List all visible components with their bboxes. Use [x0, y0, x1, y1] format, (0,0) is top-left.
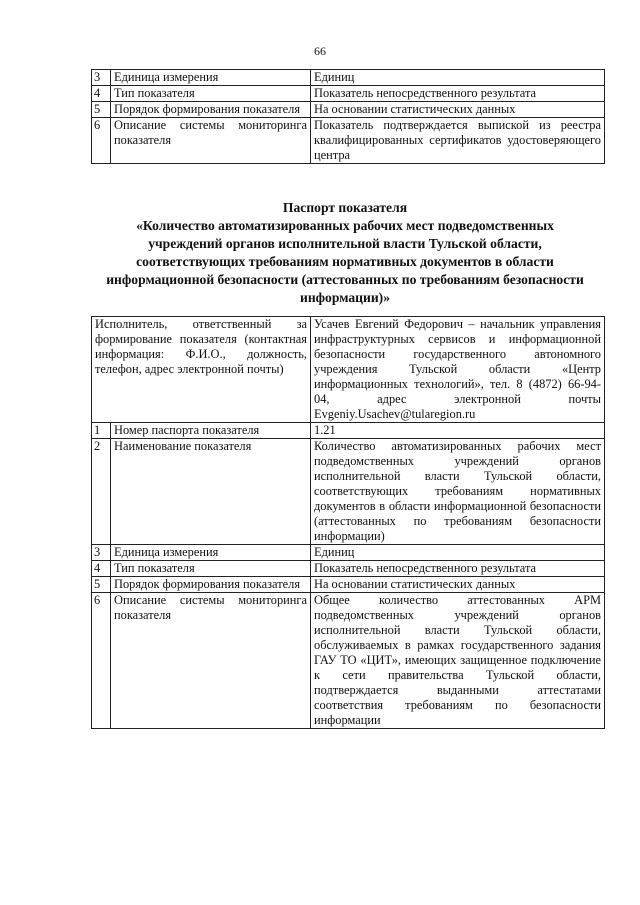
- table-row: [92, 561, 605, 577]
- row-number: 4: [92, 86, 111, 102]
- row-value: Единиц: [311, 70, 605, 86]
- executor-value: Усачев Евгений Федорович – начальник управления инфраструктурных сервисов и информационной безопасности государственного автономного учреждения Тульской области «Центр информационных технологий», тел. 8 (4872) 66-94-04, адрес электронной почты Evgeniy.Usachev@tularegion.ru: [311, 317, 605, 423]
- executor-row: [92, 317, 605, 423]
- passport-heading: Паспорт показателя: [282, 200, 408, 215]
- row-label: Описание системы мониторинга показателя: [111, 593, 311, 729]
- row-number: 3: [92, 545, 111, 561]
- row-label: Единица измерения: [111, 545, 311, 561]
- row-number: 4: [92, 561, 111, 577]
- row-value: Количество автоматизированных рабочих мест подведомственных учреждений органов исполнительной власти Тульской области, соответствующих требованиям нормативных документов в области информационной безопасности (аттестованных по требованиям безопасности информации): [311, 439, 605, 545]
- row-label: Описание системы мониторинга показателя: [111, 118, 311, 164]
- row-number: 1: [92, 423, 111, 439]
- row-label: Порядок формирования показателя: [111, 102, 311, 118]
- table-row: [92, 577, 605, 593]
- row-value: Показатель непосредственного результата: [311, 86, 605, 102]
- passport-table-continued: [91, 69, 605, 164]
- indicator-name-heading: «Количество автоматизированных рабочих мест подведомственных учреждений органов исполнительной власти Тульской области, соответствующих требованиям нормативных документов в области информационной безопасности (аттестованных по требованиям безопасности информации)»: [106, 218, 584, 305]
- row-label: Наименование показателя: [111, 439, 311, 545]
- row-number: 5: [92, 577, 111, 593]
- row-value: Показатель подтверждается выпиской из реестра квалифицированных сертификатов удостоверяющего центра: [311, 118, 605, 164]
- row-value: Единиц: [311, 545, 605, 561]
- table-row: [92, 545, 605, 561]
- row-value: Общее количество аттестованных АРМ подведомственных учреждений органов исполнительной власти Тульской области, обслуживаемых в рамках государственного задания ГАУ ТО «ЦИТ», имеющих защищенное подключение к сети правительства Тульской области, подтверждается выданными аттестатами соответствия требованиям по безопасности информации: [311, 593, 605, 729]
- row-value: На основании статистических данных: [311, 102, 605, 118]
- row-label: Порядок формирования показателя: [111, 577, 311, 593]
- row-number: 3: [92, 70, 111, 86]
- table-row: [92, 86, 605, 102]
- table-row: [92, 439, 605, 545]
- row-label: Тип показателя: [111, 561, 311, 577]
- passport-table: [91, 316, 605, 729]
- table-row: [92, 70, 605, 86]
- row-value: 1.21: [311, 423, 605, 439]
- row-number: 5: [92, 102, 111, 118]
- table-row: [92, 593, 605, 729]
- row-label: Номер паспорта показателя: [111, 423, 311, 439]
- table-row: [92, 423, 605, 439]
- row-label: Единица измерения: [111, 70, 311, 86]
- row-number: 6: [92, 118, 111, 164]
- row-label: Тип показателя: [111, 86, 311, 102]
- page-number: 66: [314, 44, 326, 58]
- row-value: Показатель непосредственного результата: [311, 561, 605, 577]
- row-number: 6: [92, 593, 111, 729]
- table-row: [92, 118, 605, 164]
- row-value: На основании статистических данных: [311, 577, 605, 593]
- row-number: 2: [92, 439, 111, 545]
- passport-title: [98, 199, 592, 307]
- table-row: [92, 102, 605, 118]
- executor-label: Исполнитель, ответственный за формирование показателя (контактная информация: Ф.И.О., должность, телефон, адрес электронной почты): [92, 317, 311, 423]
